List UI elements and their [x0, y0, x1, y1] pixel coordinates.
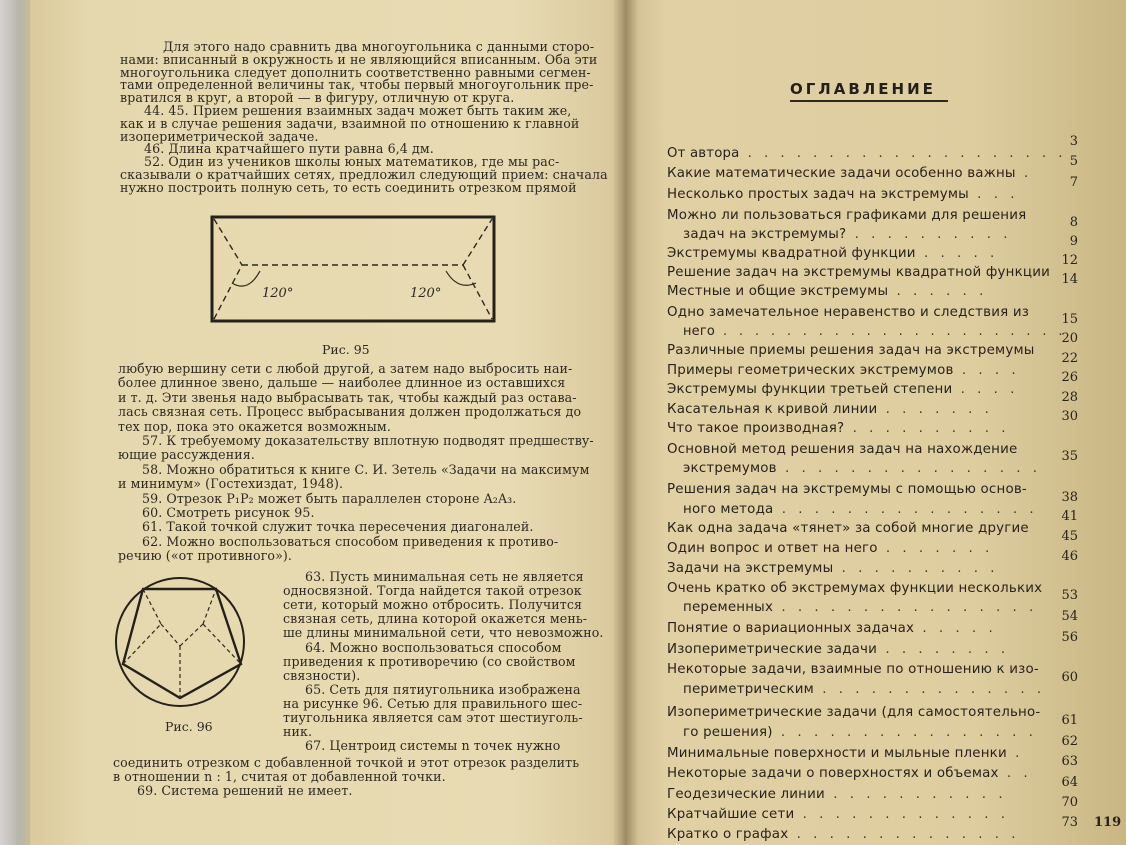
text-line: приведения к противоречию (со свойством [283, 653, 576, 669]
text-line: ник. [283, 724, 313, 740]
toc-entry-title: Как одна задача «тянет» за собой многие другие [667, 521, 1029, 536]
toc-entry-title: От автора [667, 146, 740, 161]
book-gutter [612, 0, 638, 845]
toc-page-number: 7 [1069, 175, 1078, 190]
toc-title-underline [790, 100, 948, 102]
toc-entry [667, 442, 1017, 457]
toc-page-number: 14 [1061, 272, 1078, 287]
toc-leader-dots: . . . . . [915, 246, 999, 261]
text-line: 63. Пусть минимальная сеть не является [305, 569, 584, 584]
toc-entry [683, 227, 1011, 242]
toc-entry-title: Решение задач на экстремумы квадратной функции [667, 265, 1051, 280]
text-line: лась связная сеть. Процесс выбрасывания должен продолжаться до [118, 404, 582, 420]
toc-entry [667, 146, 1066, 161]
toc-entry [667, 581, 1042, 596]
text-line: односвязной. Тогда найдется такой отрезок [283, 583, 582, 599]
text-line: соединить отрезком с добавленной точкой и этот отрезок разделить [113, 755, 580, 770]
toc-entry [683, 725, 1037, 740]
toc-entry-title: Минимальные поверхности и мыльные пленки [667, 746, 1007, 761]
text-line: 62. Можно воспользоваться способом приведения к противо- [142, 533, 559, 549]
fig95-edge [214, 219, 242, 265]
text-line: сети, который можно отбросить. Получится [283, 597, 583, 613]
text-line: 59. Отрезок P₁P₂ может быть параллелен стороне A₂A₃. [142, 490, 517, 506]
toc-entry-title: Задачи на экстремумы [667, 561, 834, 576]
fig95-angle-arc-right [446, 271, 476, 285]
toc-entry-title: Изопериметрические задачи (для самостоятельно- [667, 705, 1041, 720]
toc-leader-dots: . . . [968, 187, 1019, 202]
text-line: многоугольника следует дополнить соответственно равными сегмен- [120, 64, 591, 80]
toc-page-number: 54 [1061, 609, 1078, 624]
text-line: 46. Длина кратчайшего пути равна 6,4 дм. [144, 141, 434, 157]
toc-page-number: 70 [1061, 795, 1078, 810]
toc-entry [667, 208, 1026, 223]
toc-entry-title: Можно ли пользоваться графиками для решения [667, 208, 1027, 223]
toc-leader-dots: . . . . . . . . . . [844, 421, 1010, 436]
fig95-rectangle [212, 217, 494, 321]
background-edge [0, 0, 34, 845]
toc-page-number: 8 [1069, 215, 1078, 230]
text-line: и т. д. Эти звенья надо выбрасывать так, чтобы каждый раз остава- [118, 389, 577, 405]
text-line: связности). [283, 667, 361, 683]
toc-page-number: 26 [1061, 370, 1078, 385]
text-line: речию («от противного»). [118, 548, 293, 564]
text-line: тех пор, пока это окажется возможным. [118, 418, 391, 434]
toc-leader-dots: . . . . . . . . . . . . . . . . [773, 600, 1038, 615]
fig95-caption: Рис. 95 [322, 342, 370, 357]
toc-page-number: 61 [1061, 713, 1078, 728]
text-line: изопериметрической задаче. [120, 128, 319, 144]
toc-entry-title: Изопериметрические задачи [667, 642, 878, 657]
toc-entry [667, 746, 1023, 761]
toc-leader-dots: . . . . . . . . . . . . . . [788, 827, 1020, 842]
toc-entry-title: Понятие о вариационных задачах [667, 621, 915, 636]
toc-page-number: 56 [1061, 630, 1078, 645]
toc-page-number: 3 [1069, 134, 1078, 149]
toc-entry [683, 502, 1038, 517]
text-line: 60. Смотреть рисунок 95. [142, 505, 315, 520]
toc-entry [667, 402, 993, 417]
toc-entry-title: Экстремумы квадратной функции [667, 246, 916, 261]
toc-entry [683, 324, 1066, 339]
toc-entry-title: Некоторые задачи о поверхностях и объемах [667, 766, 999, 781]
toc-entry-title: переменных [683, 600, 774, 615]
text-line: нами: вписанный в окружность и не являющийся вписанным. Оба эти [120, 51, 598, 67]
fig96-edge [143, 589, 161, 624]
toc-entry [667, 363, 1020, 378]
text-line: 44. 45. Прием решения взаимных задач может быть таким же, [144, 103, 572, 118]
toc-entry-title: периметрическим [683, 682, 814, 697]
toc-entry-title: Касательная к кривой линии [667, 402, 878, 417]
toc-page-number: 46 [1061, 549, 1078, 564]
text-line: 69. Система решений не имеет. [137, 783, 353, 798]
fig96-edge [203, 589, 216, 624]
toc-leader-dots: . . . . . . . . . . . . . . . . . . . . [739, 146, 1067, 161]
toc-leader-dots: . . . . [953, 363, 1020, 378]
toc-entry [667, 621, 997, 636]
text-line: 64. Можно воспользоваться способом [305, 639, 562, 655]
text-line: 67. Центроид системы n точек нужно [305, 738, 561, 754]
text-line: 65. Сеть для пятиугольника изображена [305, 681, 581, 697]
toc-entry [667, 521, 1029, 536]
toc-entry [667, 382, 1018, 397]
toc-entry [667, 246, 998, 261]
toc-page-number: 5 [1069, 154, 1078, 169]
toc-page-number: 9 [1069, 234, 1078, 249]
text-line: вратился в круг, а второй — в фигуру, отличную от круга. [120, 90, 515, 106]
fig96-edge [180, 624, 203, 646]
toc-page-number: 60 [1061, 670, 1078, 685]
toc-page-number: 38 [1061, 490, 1078, 505]
toc-entry-title: го решения) [683, 725, 773, 740]
fig95-edge [463, 265, 492, 319]
toc-entry [667, 265, 1050, 280]
toc-entry [667, 787, 1007, 802]
toc-page-number: 30 [1061, 409, 1078, 424]
toc-entry [667, 421, 1010, 436]
text-line: любую вершину сети с любой другой, а затем надо выбросить наи- [118, 361, 573, 376]
fig96-caption: Рис. 96 [165, 719, 213, 734]
toc-leader-dots: . . . . . . . . . . . . . . . . [776, 461, 1041, 476]
toc-entry [667, 642, 1009, 657]
toc-entry [667, 284, 987, 299]
text-line: в отношении n : 1, считая от добавленной точки. [113, 769, 446, 784]
toc-page-number: 41 [1061, 509, 1078, 524]
toc-page-number: 64 [1061, 775, 1078, 790]
text-line: нужно построить полную сеть, то есть соединить отрезком прямой [120, 179, 577, 195]
text-line: связная сеть, длина которой окажется мень- [283, 611, 588, 627]
toc-entry-title: него [683, 324, 715, 339]
toc-entry-title: Местные и общие экстремумы [667, 284, 889, 299]
toc-entry-title: Несколько простых задач на экстремумы [667, 187, 969, 202]
text-line: и минимум» (Гостехиздат, 1948). [118, 476, 344, 492]
toc-leader-dots: . [1006, 746, 1024, 761]
toc-leader-dots: . . . . . . . . . . . . . . [813, 682, 1046, 697]
toc-page-number: 45 [1061, 529, 1078, 544]
toc-leader-dots: . . . . . . . . . . [846, 227, 1012, 242]
figure-95 [210, 215, 510, 331]
toc-entry-title: задач на экстремумы? [683, 227, 847, 242]
toc-entry-title: Различные приемы решения задач на экстремумы [667, 343, 1035, 358]
toc-leader-dots: . [1015, 166, 1033, 181]
toc-page-number: 20 [1061, 331, 1078, 346]
toc-entry [667, 187, 1018, 202]
toc-entry-title: Примеры геометрических экстремумов [667, 363, 954, 378]
text-line: 61. Такой точкой служит точка пересечения диагоналей. [142, 519, 534, 535]
fig95-angle-arc-left [232, 271, 260, 286]
toc-entry [667, 343, 1035, 358]
toc-leader-dots: . . . . . . . . . . . . . . . . [773, 502, 1038, 517]
toc-leader-dots: . . . . . . . . . . [833, 561, 999, 576]
toc-leader-dots: . . . . . [914, 621, 997, 636]
figure-96 [113, 574, 253, 710]
toc-entry-title: Одно замечательное неравенство и следствия из [667, 305, 1030, 320]
text-line: тами определенной величины так, чтобы первый многоугольник пре- [120, 77, 594, 93]
toc-leader-dots: . . . . . . . . . . . [824, 787, 1007, 802]
toc-entry [667, 561, 999, 576]
toc-entry-title: экстремумов [683, 461, 777, 476]
toc-leader-dots: . . . . . . . [877, 402, 993, 417]
toc-entry [667, 766, 1032, 781]
fig95-edge [214, 265, 242, 319]
toc-leader-dots: . . . . . . . . . . . . . . . . [772, 725, 1037, 740]
toc-leader-dots: . . . . . . . [877, 541, 994, 556]
toc-page-number: 22 [1061, 351, 1078, 366]
toc-entry-title: Очень кратко об экстремумах функции нескольких [667, 581, 1043, 596]
text-line: 57. К требуемому доказательству вплотную подводят предшеству- [142, 433, 594, 448]
fig95-angle-label-right: 120° [410, 286, 442, 301]
toc-leader-dots: . . [998, 766, 1032, 781]
toc-entry [667, 482, 1027, 497]
toc-entry-title: Кратко о графах [667, 827, 789, 842]
text-line: сказывали о кратчайших сетях, предложил следующий прием: сначала [120, 167, 608, 182]
page-number: 119 [1094, 815, 1122, 830]
text-line: 58. Можно обратиться к книге С. И. Зетель «Задачи на максимум [142, 461, 590, 477]
toc-entry [667, 541, 993, 556]
toc-page-number: 63 [1061, 754, 1078, 769]
toc-entry [667, 827, 1020, 842]
toc-leader-dots: . . . . . . [888, 284, 988, 299]
toc-entry-title: Решения задач на экстремумы с помощью основ- [667, 482, 1027, 497]
toc-entry-title: Экстремумы функции третьей степени [667, 382, 953, 397]
text-line: тиугольника является сам этот шестиуголь- [283, 710, 583, 725]
toc-entry [667, 705, 1040, 720]
text-line: ше длины минимальной сети, что невозможно. [283, 625, 604, 641]
fig95-angle-label-left: 120° [262, 286, 294, 301]
toc-page-number: 12 [1061, 253, 1078, 268]
fig96-circle [116, 578, 244, 706]
toc-leader-dots: . . . . [952, 382, 1019, 397]
fig95-edge [463, 219, 492, 265]
toc-page-number: 35 [1061, 449, 1078, 464]
toc-entry-title: Основной метод решения задач на нахождение [667, 442, 1018, 457]
toc-page-number: 28 [1061, 390, 1078, 405]
text-line: 52. Один из учеников школы юных математиков, где мы рас- [144, 154, 560, 170]
toc-entry-title: Кратчайшие сети [667, 807, 795, 822]
toc-leader-dots: . . . . . . . . [877, 642, 1010, 657]
toc-entry [683, 461, 1041, 476]
toc-entry [683, 682, 1045, 697]
text-line: более длинное звено, дальше — наиболее длинное из оставшихся [118, 375, 566, 391]
text-line: ющие рассуждения. [118, 447, 255, 463]
text-line: Для этого надо сравнить два многоугольника с данными сторо- [163, 39, 595, 54]
fig96-edge [161, 624, 180, 646]
toc-page-number: 62 [1061, 734, 1078, 749]
toc-entry-title: Что такое производная? [667, 421, 845, 436]
text-line: на рисунке 96. Сетью для правильного шес- [283, 695, 583, 711]
toc-leader-dots: . . . . . . . . . . . . . [794, 807, 1010, 822]
toc-entry [683, 600, 1037, 615]
toc-entry [667, 662, 1039, 677]
toc-page-number: 53 [1061, 588, 1078, 603]
toc-entry-title: Некоторые задачи, взаимные по отношению к изо- [667, 662, 1039, 677]
toc-entry-title: Один вопрос и ответ на него [667, 541, 878, 556]
toc-title: ОГЛАВЛЕНИЕ [790, 80, 936, 98]
toc-entry-title: ного метода [683, 502, 774, 517]
toc-entry-title: Геодезические линии [667, 787, 825, 802]
toc-entry [667, 807, 1009, 822]
toc-entry [667, 305, 1029, 320]
toc-leader-dots: . . . . . . . . . . . . . . . . . . . . . . [714, 324, 1067, 339]
toc-entry [667, 166, 1032, 181]
toc-page-number: 73 [1061, 815, 1078, 830]
toc-entry-title: Какие математические задачи особенно важны [667, 166, 1016, 181]
text-line: как и в случае решения задачи, взаимной по отношению к главной [120, 115, 580, 131]
toc-page-number: 15 [1061, 312, 1078, 327]
